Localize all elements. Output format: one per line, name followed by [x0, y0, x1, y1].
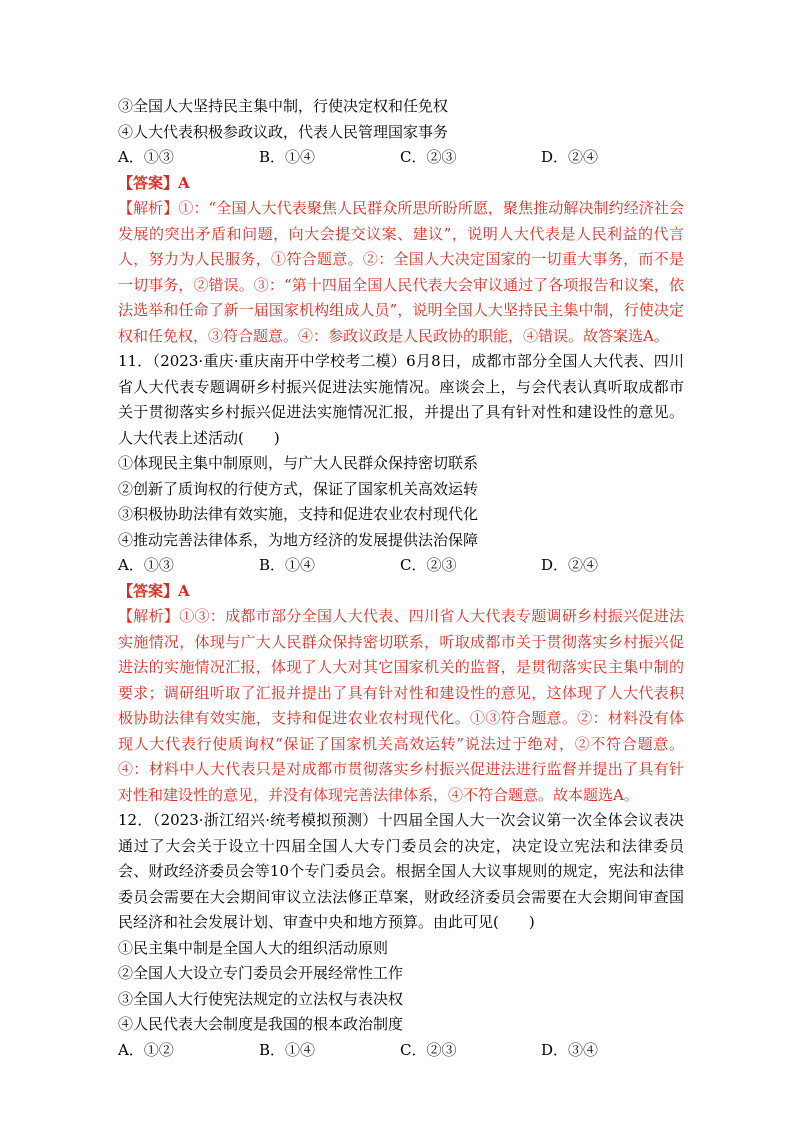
q12-statement-3: ③全国人大行使宪法规定的立法权与表决权: [118, 989, 404, 1008]
q11-answer-options: [118, 553, 684, 579]
q11-option-c: C．②③: [400, 556, 457, 574]
q11-statement-2: ②创新了质询权的行使方式，保证了国家机关高效运转: [118, 479, 479, 498]
q11-answer-label: 【答案】A: [118, 581, 190, 600]
analysis-text: 【解析】①：“全国人大代表聚焦人民群众所思所盼所愿，聚焦推动解决制约经济社会发展的突出矛盾和问题，向大会提交议案、建议”，说明人大代表是人民利益的代言人，努力为人民服务，①符合题意。②：全国人大决定国家的一切重大事务，而不是一切事务，②错误。③：“第十四届全国人民代表大会审议通过了各项报告和议案，依法选举和任命了新一届国家机构组成人员”，说明全国人大坚持民主集中制，行使决定权和任免权，③符合题意。④：参政议政是人民政协的职能，④错误。故答案选A。: [118, 199, 684, 345]
answer-options: [118, 145, 684, 171]
q12-answer-options: [118, 1038, 684, 1064]
question-12-stem: 12．（2023·浙江绍兴·统考模拟预测）十四届全国人大一次会议第一次全体会议表决通过了大会关于设立十四届全国人大专门委员会的决定，决定设立宪法和法律委员会、财政经济委员会等10个专门委员会。根据全国人大议事规则的规定，宪法和法律委员会需要在大会期间审议立法法修正草案，财政经济委员会需要在大会期间审查国民经济和社会发展计划、审查中央和地方预算。由此可见( ): [118, 811, 684, 931]
q12-statement-4: ④人民代表大会制度是我国的根本政治制度: [118, 1015, 404, 1033]
option-d: D．②④: [541, 148, 599, 166]
q11-statement-3: ③积极协助法律有效实施，支持和促进农业农村现代化: [118, 505, 479, 523]
statement-4: ④人大代表积极参政议政，代表人民管理国家事务: [118, 122, 449, 141]
q12-option-a: A．①②: [118, 1040, 174, 1059]
q12-option-b: B．①④: [259, 1040, 316, 1059]
q11-option-b: B．①④: [259, 556, 316, 574]
q12-statement-1: ①民主集中制是全国人大的组织活动原则: [118, 938, 389, 957]
statement-3: ③全国人大坚持民主集中制，行使决定权和任免权: [118, 97, 449, 115]
q12-statement-2: ②全国人大设立专门委员会开展经常性工作: [118, 964, 404, 982]
option-a: A．①③: [118, 148, 174, 166]
option-b: B．①④: [259, 148, 316, 166]
q12-option-d: D．③④: [541, 1040, 599, 1059]
q11-option-d: D．②④: [541, 556, 599, 574]
q11-statement-4: ④推动完善法律体系，为地方经济的发展提供法治保障: [118, 530, 479, 549]
question-11-stem: 11．（2023·重庆·重庆南开中学校考二模）6月8日，成都市部分全国人大代表、四川省人大代表专题调研乡村振兴促进法实施情况。座谈会上，与会代表认真听取成都市关于贯彻落实乡村振兴促进法实施情况汇报，并提出了具有针对性和建设性的意见。人大代表上述活动( ): [118, 352, 684, 447]
q11-analysis-text: 【解析】①③：成都市部分全国人大代表、四川省人大代表专题调研乡村振兴促进法实施情况，体现与广大人民群众保持密切联系，听取成都市关于贯彻落实乡村振兴促进法的实施情况汇报，体现了人大对其它国家机关的监督，是贯彻落实民主集中制的要求；调研组听取了汇报并提出了具有针对性和建设性的意见，这体现了人大代表积极协助法律有效实施，支持和促进农业农村现代化。①③符合题意。②：材料没有体现人大代表行使质询权“保证了国家机关高效运转”说法过于绝对，②不符合题意。④：材料中人大代表只是对成都市贯彻落实乡村振兴促进法进行监督并提出了具有针对性和建设性的意见，并没有体现完善法律体系，④不符合题意。故本题选A。: [118, 607, 684, 804]
q11-statement-1: ①体现民主集中制原则，与广大人民群众保持密切联系: [118, 454, 479, 472]
option-c: C．②③: [400, 148, 457, 166]
q12-option-c: C．②③: [400, 1040, 457, 1059]
document-content: [118, 94, 684, 1063]
q11-option-a: A．①③: [118, 556, 174, 574]
answer-label: 【答案】A: [118, 173, 190, 192]
